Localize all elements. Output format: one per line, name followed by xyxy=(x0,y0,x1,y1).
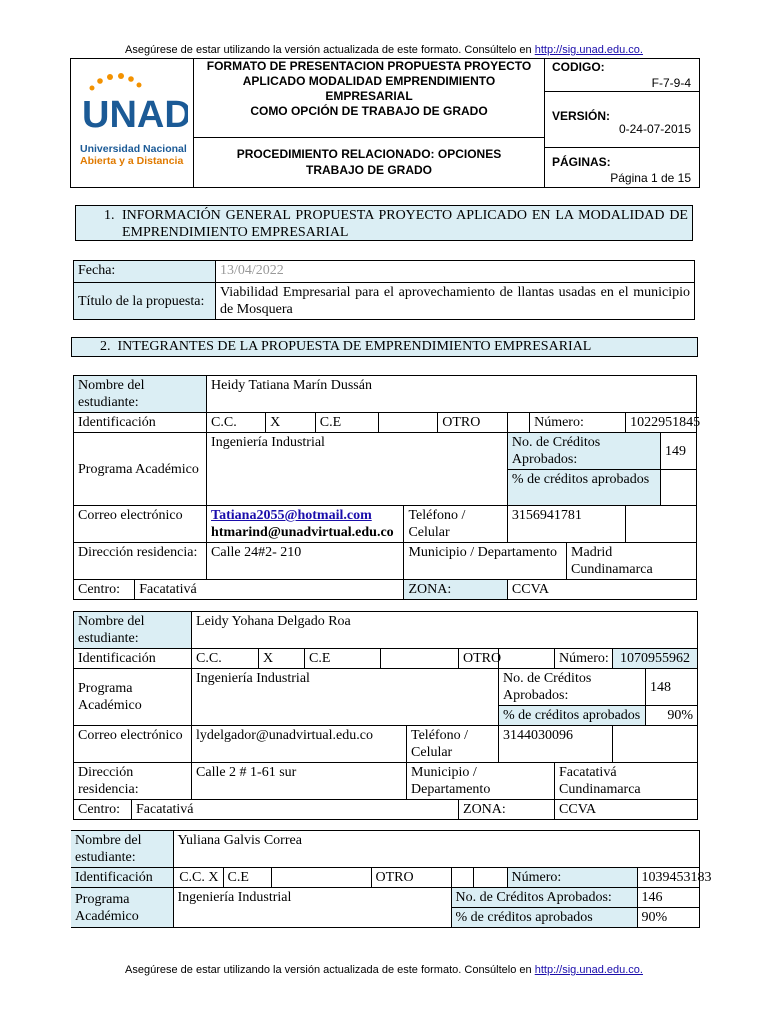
ce-label: C.E xyxy=(223,868,271,888)
programa-value[interactable]: Ingeniería Industrial xyxy=(192,669,499,726)
zona-value[interactable]: CCVA xyxy=(555,800,698,820)
identificacion-label: Identificación xyxy=(74,649,192,669)
creditos-label: No. de Créditos Aprobados: xyxy=(499,669,646,706)
municipio-label: Municipio / Departamento xyxy=(407,763,555,800)
titulo-field[interactable]: Viabilidad Empresarial para el aprovechamiento de llantas usadas en el municipio de Mosquera xyxy=(216,283,695,320)
programa-value[interactable]: Ingeniería Industrial xyxy=(173,888,451,928)
bottom-notice xyxy=(0,964,768,976)
cc-mark[interactable]: X xyxy=(266,413,316,433)
programa-label: Programa Académico xyxy=(71,888,173,928)
nombre-label: Nombre del estudiante: xyxy=(74,376,207,413)
nombre-label: Nombre del estudiante: xyxy=(71,831,173,868)
fecha-field[interactable]: 13/04/2022 xyxy=(216,261,695,283)
creditos-value[interactable]: 149 xyxy=(661,433,697,470)
pct-value[interactable]: 90% xyxy=(637,908,699,928)
notice-text: Asegúrese de estar utilizando la versión actualizada de este formato. Consúltelo en xyxy=(125,44,532,56)
paginas-value: Página 1 de 15 xyxy=(610,171,691,185)
programa-label: Programa Académico xyxy=(74,669,192,726)
notice-text: Asegúrese de estar utilizando la versión actualizada de este formato. Consúltelo en xyxy=(125,964,532,976)
id-number[interactable]: 1039453183 xyxy=(637,868,699,888)
telefono-label: Teléfono / Celular xyxy=(407,726,499,763)
section-1-heading: 1. INFORMACIÓN GENERAL PROPUESTA PROYECTO APLICADO EN LA MODALIDAD DE EMPRENDIMIENTO EMPRESARIAL xyxy=(75,205,693,241)
identificacion-label: Identificación xyxy=(71,868,173,888)
student-name[interactable]: Leidy Yohana Delgado Roa xyxy=(192,612,698,649)
paginas-label: PÁGINAS: xyxy=(552,155,611,169)
numero-label: Número: xyxy=(530,413,626,433)
numero-label: Número: xyxy=(507,868,637,888)
cc-label: C.C. xyxy=(192,649,259,669)
programa-label: Programa Académico xyxy=(74,433,207,506)
otro-label: OTRO xyxy=(438,413,508,433)
fecha-label: Fecha: xyxy=(74,261,216,283)
telefono-value[interactable]: 3156941781 xyxy=(507,506,625,543)
codigo-value: F-7-9-4 xyxy=(651,76,691,90)
version-value: 0-24-07-2015 xyxy=(618,122,691,136)
correo-label: Correo electrónico xyxy=(74,506,207,543)
student-3-table xyxy=(71,830,712,928)
direccion-label: Dirección residencia: xyxy=(74,543,207,580)
pct-value[interactable]: 90% xyxy=(646,706,698,726)
direccion-value[interactable]: Calle 24#2- 210 xyxy=(207,543,404,580)
ce-label: C.E xyxy=(315,413,378,433)
creditos-value[interactable]: 146 xyxy=(637,888,699,908)
direccion-value[interactable]: Calle 2 # 1-61 sur xyxy=(192,763,407,800)
pct-label: % de créditos aprobados xyxy=(499,706,646,726)
id-number[interactable]: 1070955962 xyxy=(613,649,698,669)
id-number[interactable]: 1022951845 xyxy=(626,413,697,433)
student-2-table xyxy=(73,611,698,820)
titulo-label: Título de la propuesta: xyxy=(74,283,216,320)
direccion-label: Dirección residencia: xyxy=(74,763,192,800)
logo-line-1: Universidad Nacional xyxy=(80,143,187,155)
sig-link[interactable]: http://sig.unad.edu.co. xyxy=(534,44,643,56)
programa-value[interactable]: Ingeniería Industrial xyxy=(207,433,508,506)
correo-values[interactable]: Tatiana2055@hotmail.com htmarind@unadvirtual.edu.co xyxy=(207,506,404,543)
student-name[interactable]: Heidy Tatiana Marín Dussán xyxy=(207,376,697,413)
form-title: FORMATO DE PRESENTACION PROPUESTA PROYECTO APLICADO MODALIDAD EMPRENDIMIENTO EMPRESARIAL COMO OPCIÓN DE TRABAJO DE GRADO xyxy=(206,59,532,118)
version-label: VERSIÓN: xyxy=(552,109,611,123)
pct-label: % de créditos aprobados xyxy=(451,908,637,928)
municipio-label: Municipio / Departamento xyxy=(404,543,567,580)
telefono-label: Teléfono / Celular xyxy=(404,506,507,543)
otro-label: OTRO xyxy=(371,868,451,888)
creditos-value[interactable]: 148 xyxy=(646,669,698,706)
cc-label: C.C. xyxy=(207,413,266,433)
sig-link[interactable]: http://sig.unad.edu.co. xyxy=(534,964,643,976)
numero-label: Número: xyxy=(555,649,613,669)
zona-label: ZONA: xyxy=(404,580,507,600)
zona-value[interactable]: CCVA xyxy=(507,580,696,600)
section-2-heading: 2. INTEGRANTES DE LA PROPUESTA DE EMPRENDIMIENTO EMPRESARIAL xyxy=(71,337,698,357)
logo-line-2: Abierta y a Distancia xyxy=(80,155,184,167)
centro-label: Centro: xyxy=(74,800,132,820)
correo-label: Correo electrónico xyxy=(74,726,192,763)
centro-label: Centro: xyxy=(74,580,135,600)
codigo-label: CODIGO: xyxy=(552,60,605,74)
creditos-label: No. de Créditos Aprobados: xyxy=(451,888,637,908)
pct-value[interactable] xyxy=(661,470,697,506)
municipio-value[interactable]: Facatativá Cundinamarca xyxy=(555,763,698,800)
telefono-value[interactable]: 3144030096 xyxy=(499,726,613,763)
top-notice xyxy=(0,44,768,56)
correo-value[interactable]: lydelgador@unadvirtual.edu.co xyxy=(192,726,407,763)
student-name[interactable]: Yuliana Galvis Correa xyxy=(173,831,699,868)
creditos-label: No. de Créditos Aprobados: xyxy=(507,433,660,470)
ce-label: C.E xyxy=(305,649,381,669)
zona-label: ZONA: xyxy=(459,800,555,820)
pct-label: % de créditos aprobados xyxy=(507,470,660,506)
student-1-table xyxy=(73,375,701,600)
cc-label: C.C. xyxy=(179,870,205,885)
cc-mark: X xyxy=(208,870,219,885)
otro-label: OTRO xyxy=(459,649,499,669)
centro-value[interactable]: Facatativá xyxy=(135,580,404,600)
procedure-title: PROCEDIMIENTO RELACIONADO: OPCIONES TRABAJO DE GRADO xyxy=(236,147,502,177)
centro-value[interactable]: Facatativá xyxy=(132,800,459,820)
svg-text:UNAD: UNAD xyxy=(82,94,188,132)
cc-mark[interactable]: X xyxy=(259,649,305,669)
municipio-value[interactable]: Madrid Cundinamarca xyxy=(567,543,697,580)
unad-logo xyxy=(80,72,188,172)
identificacion-label: Identificación xyxy=(74,413,207,433)
nombre-label: Nombre del estudiante: xyxy=(74,612,192,649)
logo-dots-icon xyxy=(80,72,188,132)
general-info-table xyxy=(73,260,695,320)
